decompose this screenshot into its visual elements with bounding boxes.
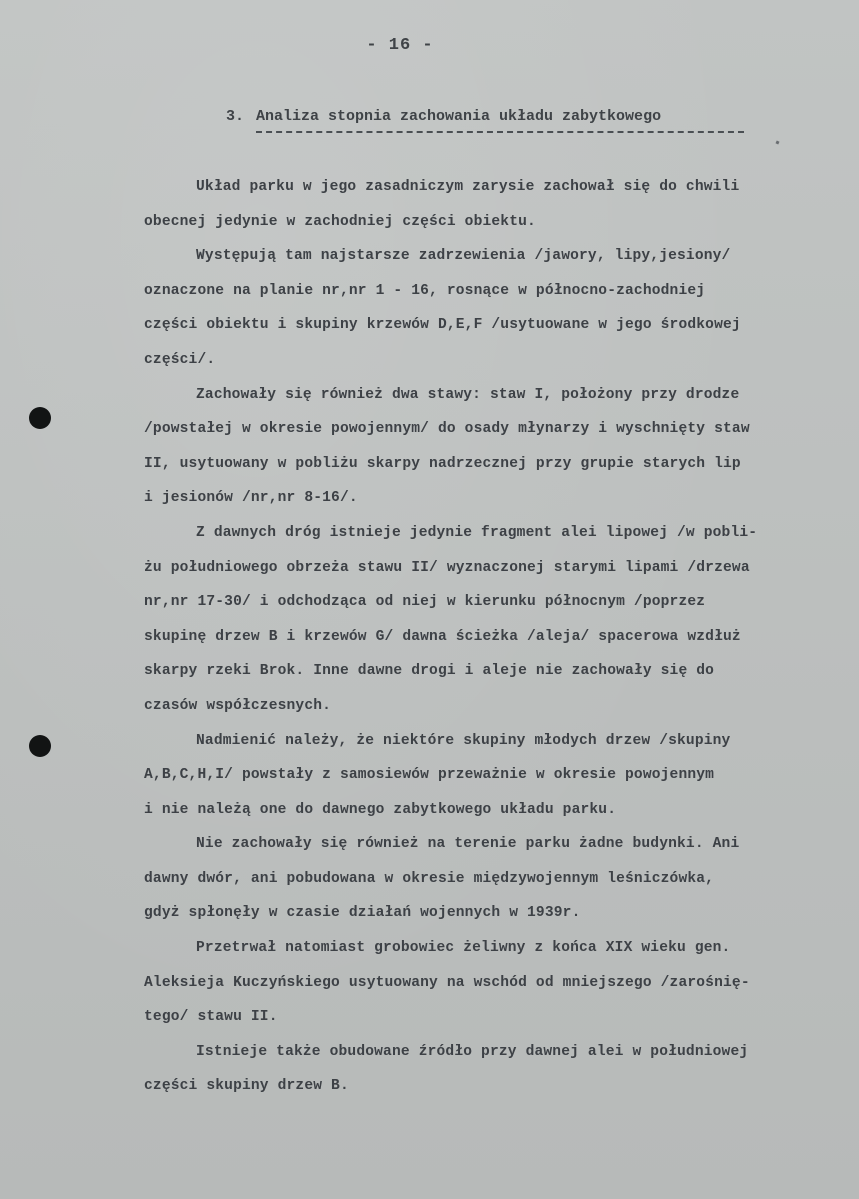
text-line: II, usytuowany w pobliżu skarpy nadrzecznej przy grupie starych lip xyxy=(144,455,741,472)
text-line: czasów współczesnych. xyxy=(144,697,332,714)
paragraph-first-line: Przetrwał natomiast grobowiec żeliwny z końca XIX wieku gen. xyxy=(196,940,731,957)
section-number: 3. xyxy=(226,108,245,125)
heading-underline xyxy=(256,131,744,133)
text-line: Aleksieja Kuczyńskiego usytuowany na wschód od mniejszego /zarośnię- xyxy=(144,974,750,991)
text-line: części obiektu i skupiny krzewów D,E,F /usytuowane w jego środkowej xyxy=(144,317,741,334)
paragraph-first-line: Układ parku w jego zasadniczym zarysie zachował się do chwili xyxy=(196,179,740,195)
text-line: gdyż spłonęły w czasie działań wojennych w 1939r. xyxy=(144,905,581,922)
text-line: skupinę drzew B i krzewów G/ dawna ścieżka /aleja/ spacerowa wzdłuż xyxy=(144,628,741,645)
section-heading xyxy=(226,108,661,125)
text-line: oznaczone na planie nr,nr 1 - 16, rosnące w północno-zachodniej xyxy=(144,282,706,299)
body-text xyxy=(0,176,859,1110)
paragraph-first-line: Występują tam najstarsze zadrzewienia /jawory, lipy,jesiony/ xyxy=(196,248,731,265)
text-line: części/. xyxy=(144,351,216,368)
text-line: żu południowego obrzeża stawu II/ wyznaczonej starymi lipami /drzewa xyxy=(144,559,750,576)
text-line: nr,nr 17-30/ i odchodząca od niej w kierunku północnym /poprzez xyxy=(144,594,706,611)
paragraph-first-line: Z dawnych dróg istnieje jedynie fragment alei lipowej /w pobli- xyxy=(196,524,758,541)
section-title: Analiza stopnia zachowania układu zabytkowego xyxy=(256,108,662,125)
text-line: obecnej jedynie w zachodniej części obiektu. xyxy=(144,213,536,230)
text-line: tego/ stawu II. xyxy=(144,1009,278,1026)
text-line: i jesionów /nr,nr 8-16/. xyxy=(144,490,358,507)
text-line: dawny dwór, ani pobudowana w okresie międzywojennym leśniczówka, xyxy=(144,870,715,887)
text-line: skarpy rzeki Brok. Inne dawne drogi i aleje nie zachowały się do xyxy=(144,663,715,680)
paper-speck xyxy=(776,141,780,145)
paragraph-first-line: Nie zachowały się również na terenie parku żadne budynki. Ani xyxy=(196,836,740,853)
text-line: części skupiny drzew B. xyxy=(144,1078,349,1095)
paragraph-first-line: Nadmienić należy, że niektóre skupiny młodych drzew /skupiny xyxy=(196,732,731,749)
paragraph-first-line: Zachowały się również dwa stawy: staw I, położony przy drodze xyxy=(196,386,740,403)
text-line: i nie należą one do dawnego zabytkowego układu parku. xyxy=(144,801,617,818)
text-line: A,B,C,H,I/ powstały z samosiewów przeważnie w okresie powojennym xyxy=(144,767,715,784)
paragraph-first-line: Istnieje także obudowane źródło przy dawnej alei w południowej xyxy=(196,1043,749,1060)
text-line: /powstałej w okresie powojennym/ do osady młynarzy i wyschnięty staw xyxy=(144,421,750,438)
page-number: - 16 - xyxy=(366,36,434,55)
